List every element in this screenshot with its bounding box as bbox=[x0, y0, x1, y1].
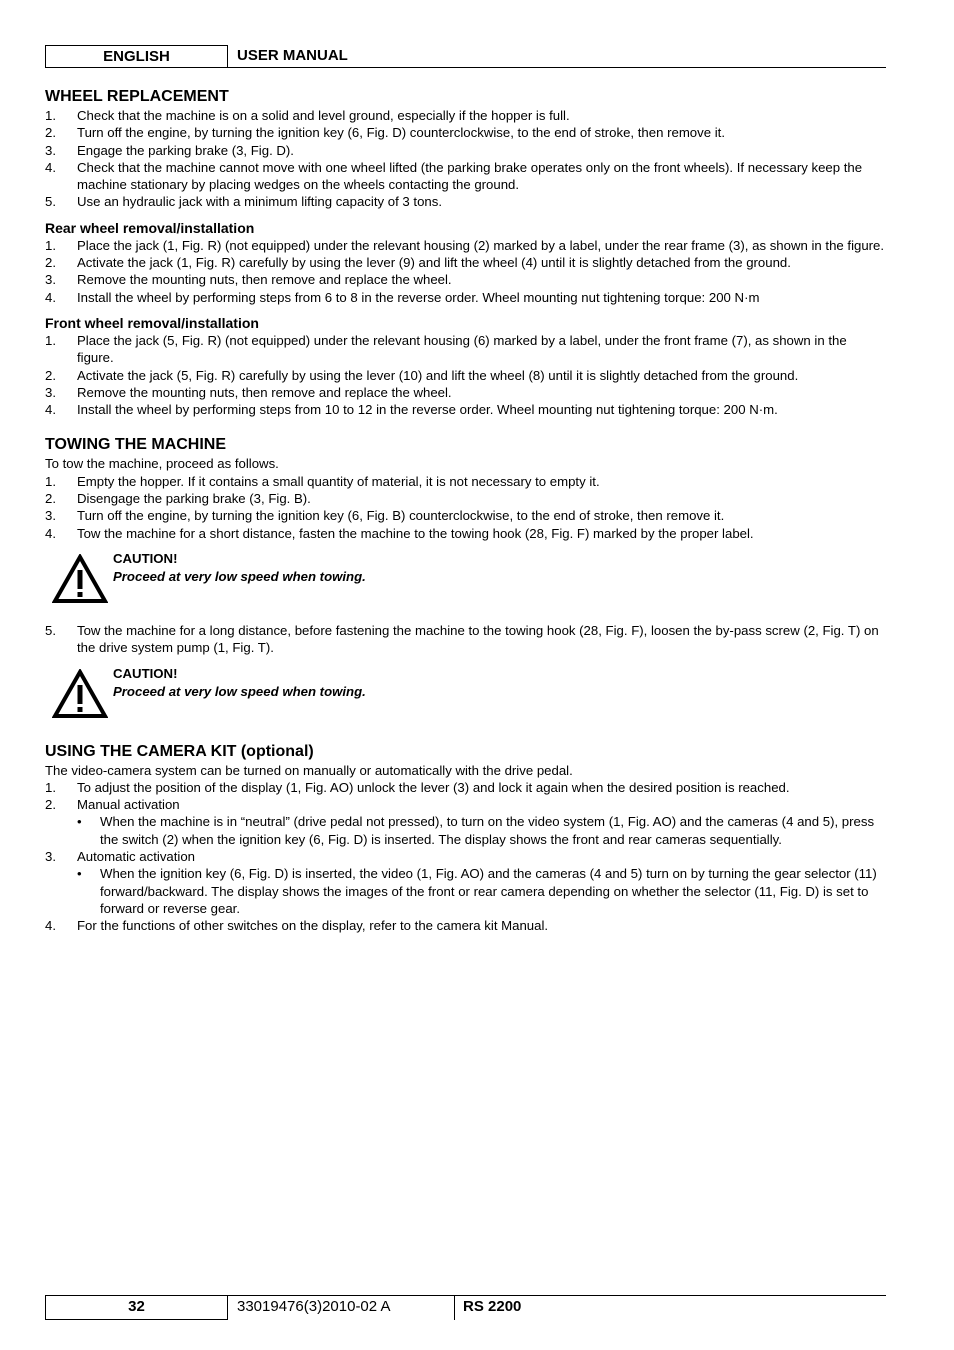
step-text: Remove the mounting nuts, then remove and replace the wheel. bbox=[77, 272, 452, 288]
model-name: RS 2200 bbox=[463, 1298, 522, 1315]
step-text: Empty the hopper. If it contains a small quantity of material, it is not necessary to empty it. bbox=[77, 473, 600, 489]
caution-text: Proceed at very low speed when towing. bbox=[113, 683, 366, 699]
page-number: 32 bbox=[45, 1296, 228, 1320]
subsection-title-front: Front wheel removal/installation bbox=[45, 314, 259, 331]
step-number: 2. bbox=[45, 797, 56, 813]
subsection-title-rear: Rear wheel removal/installation bbox=[45, 219, 255, 236]
step-number: 1. bbox=[45, 237, 56, 253]
list-item bbox=[45, 525, 886, 542]
warning-triangle-icon bbox=[52, 554, 108, 604]
step-text: Remove the mounting nuts, then remove and replace the wheel. bbox=[77, 384, 452, 400]
page-header bbox=[45, 45, 886, 68]
bullet-text: When the ignition key (6, Fig. D) is inserted, the video (1, Fig. AO) and the cameras (4 and 5) turn on by turning the gear selector (11) forward/backward. The display shows the images of the front or rear camera depending on whether the selector (11, Fig. D) is set to forward or reverse gear. bbox=[100, 866, 877, 916]
section-title-towing: TOWING THE MACHINE bbox=[45, 436, 227, 454]
bullet-text: When the machine is in “neutral” (drive pedal not pressed), to turn on the video system (1, Fig. AO) and the cameras (4 and 5), press the switch (2) when the ignition key (6, Fig. D) is inserted. The display shows the front and rear cameras sequentially. bbox=[100, 814, 875, 847]
step-text: Install the wheel by performing steps from 10 to 12 in the reverse order. Wheel mounting nut tightening torque: 200 N·m. bbox=[77, 402, 778, 418]
header-title: USER MANUAL bbox=[237, 47, 348, 64]
step-number: 1. bbox=[45, 332, 56, 348]
list-item bbox=[45, 254, 886, 271]
step-number: 4. bbox=[45, 525, 56, 541]
camera-steps bbox=[45, 779, 886, 814]
list-item bbox=[45, 142, 886, 159]
step-number: 2. bbox=[45, 367, 56, 383]
step-text: Engage the parking brake (3, Fig. D). bbox=[77, 142, 294, 158]
camera-steps-3 bbox=[45, 917, 886, 934]
list-item bbox=[45, 289, 886, 306]
step-number: 2. bbox=[45, 491, 56, 507]
step-text: Turn off the engine, by turning the ignition key (6, Fig. B) counterclockwise, to the end of stroke, then remove it. bbox=[77, 508, 725, 524]
camera-steps-2 bbox=[45, 848, 886, 865]
list-item bbox=[45, 779, 886, 796]
step-text: Activate the jack (1, Fig. R) carefully by using the lever (9) and lift the wheel (4) until it is slightly detached from the ground. bbox=[77, 255, 791, 271]
rear-steps bbox=[45, 237, 886, 306]
manual-activation-bullets bbox=[45, 813, 886, 848]
list-item bbox=[45, 159, 886, 194]
list-item bbox=[45, 384, 886, 401]
automatic-activation-bullets bbox=[45, 865, 886, 917]
step-text: Automatic activation bbox=[77, 849, 196, 865]
list-item bbox=[45, 107, 886, 124]
document-code: 33019476(3)2010-02 A bbox=[237, 1298, 391, 1315]
list-item bbox=[45, 490, 886, 507]
step-text: Manual activation bbox=[77, 797, 180, 813]
caution-box bbox=[45, 550, 886, 616]
step-number: 3. bbox=[45, 142, 56, 158]
step-number: 5. bbox=[45, 194, 56, 210]
step-text: To adjust the position of the display (1, Fig. AO) unlock the lever (3) and lock it again when the desired position is reached. bbox=[77, 779, 790, 795]
step-number: 2. bbox=[45, 125, 56, 141]
step-number: 4. bbox=[45, 402, 56, 418]
list-item bbox=[45, 237, 886, 254]
list-item bbox=[45, 271, 886, 288]
step-text: Check that the machine cannot move with one wheel lifted (the parking brake operates only on the front wheels). If necessary keep the machine stationary by placing wedges on the wheels contacting the ground. bbox=[77, 159, 863, 193]
towing-steps bbox=[45, 473, 886, 542]
footer-divider bbox=[454, 1296, 455, 1320]
caution-box bbox=[45, 665, 886, 731]
step-number: 3. bbox=[45, 508, 56, 524]
caution-title: CAUTION! bbox=[113, 550, 178, 566]
caution-title: CAUTION! bbox=[113, 665, 178, 681]
step-number: 1. bbox=[45, 473, 56, 489]
caution-text: Proceed at very low speed when towing. bbox=[113, 568, 366, 584]
step-text: Disengage the parking brake (3, Fig. B). bbox=[77, 491, 311, 507]
camera-intro: The video-camera system can be turned on manually or automatically with the drive pedal. bbox=[45, 762, 573, 778]
step-text: Activate the jack (5, Fig. R) carefully by using the lever (10) and lift the wheel (8) until it is slightly detached from the ground. bbox=[77, 367, 799, 383]
bullet-mark: • bbox=[77, 814, 82, 830]
towing-steps-continued bbox=[45, 622, 886, 657]
section-title-camera: USING THE CAMERA KIT (optional) bbox=[45, 742, 314, 760]
list-item bbox=[45, 848, 886, 865]
step-text: Check that the machine is on a solid and level ground, especially if the hopper is full. bbox=[77, 108, 570, 123]
list-item bbox=[45, 507, 886, 524]
step-number: 1. bbox=[45, 108, 56, 123]
step-number: 4. bbox=[45, 289, 56, 305]
list-item bbox=[45, 367, 886, 384]
step-number: 3. bbox=[45, 272, 56, 288]
list-item bbox=[45, 124, 886, 141]
step-text: Place the jack (1, Fig. R) (not equipped) under the relevant housing (2) marked by a label, under the rear frame (3), as shown in the figure. bbox=[77, 237, 885, 253]
list-item bbox=[45, 622, 886, 657]
page-footer bbox=[45, 1295, 886, 1319]
step-text: Install the wheel by performing steps from 6 to 8 in the reverse order. Wheel mounting nut tightening torque: 200 N·m bbox=[77, 289, 760, 305]
page-content bbox=[45, 87, 886, 935]
step-number: 4. bbox=[45, 159, 56, 175]
section-title-wheel: WHEEL REPLACEMENT bbox=[45, 88, 229, 105]
step-number: 3. bbox=[45, 849, 56, 865]
bullet-mark: • bbox=[77, 866, 82, 882]
step-text: Place the jack (5, Fig. R) (not equipped) under the relevant housing (6) marked by a label, under the front frame (7), as shown in the figure. bbox=[77, 332, 847, 366]
step-number: 3. bbox=[45, 384, 56, 400]
list-item bbox=[45, 401, 886, 418]
warning-triangle-icon bbox=[52, 669, 108, 719]
step-number: 1. bbox=[45, 779, 56, 795]
step-number: 2. bbox=[45, 255, 56, 271]
step-text: Tow the machine for a long distance, before fastening the machine to the towing hook (28, Fig. F), loosen the by-pass screw (2, Fig. T) on the drive system pump (1, Fig. T). bbox=[77, 622, 879, 656]
list-item bbox=[45, 332, 886, 367]
step-number: 5. bbox=[45, 622, 56, 638]
bullet-item bbox=[45, 813, 886, 848]
step-text: Use an hydraulic jack with a minimum lifting capacity of 3 tons. bbox=[77, 194, 443, 210]
towing-intro: To tow the machine, proceed as follows. bbox=[45, 456, 279, 472]
step-text: For the functions of other switches on the display, refer to the camera kit Manual. bbox=[77, 918, 549, 934]
bullet-item bbox=[45, 865, 886, 917]
step-number: 4. bbox=[45, 918, 56, 934]
step-text: Turn off the engine, by turning the ignition key (6, Fig. D) counterclockwise, to the end of stroke, then remove it. bbox=[77, 125, 725, 141]
header-language: ENGLISH bbox=[45, 45, 228, 68]
list-item bbox=[45, 193, 886, 210]
front-steps bbox=[45, 332, 886, 418]
list-item bbox=[45, 917, 886, 934]
wheel-steps bbox=[45, 107, 886, 211]
list-item bbox=[45, 473, 886, 490]
step-text: Tow the machine for a short distance, fasten the machine to the towing hook (28, Fig. F) marked by the proper label. bbox=[77, 525, 754, 541]
list-item bbox=[45, 796, 886, 813]
